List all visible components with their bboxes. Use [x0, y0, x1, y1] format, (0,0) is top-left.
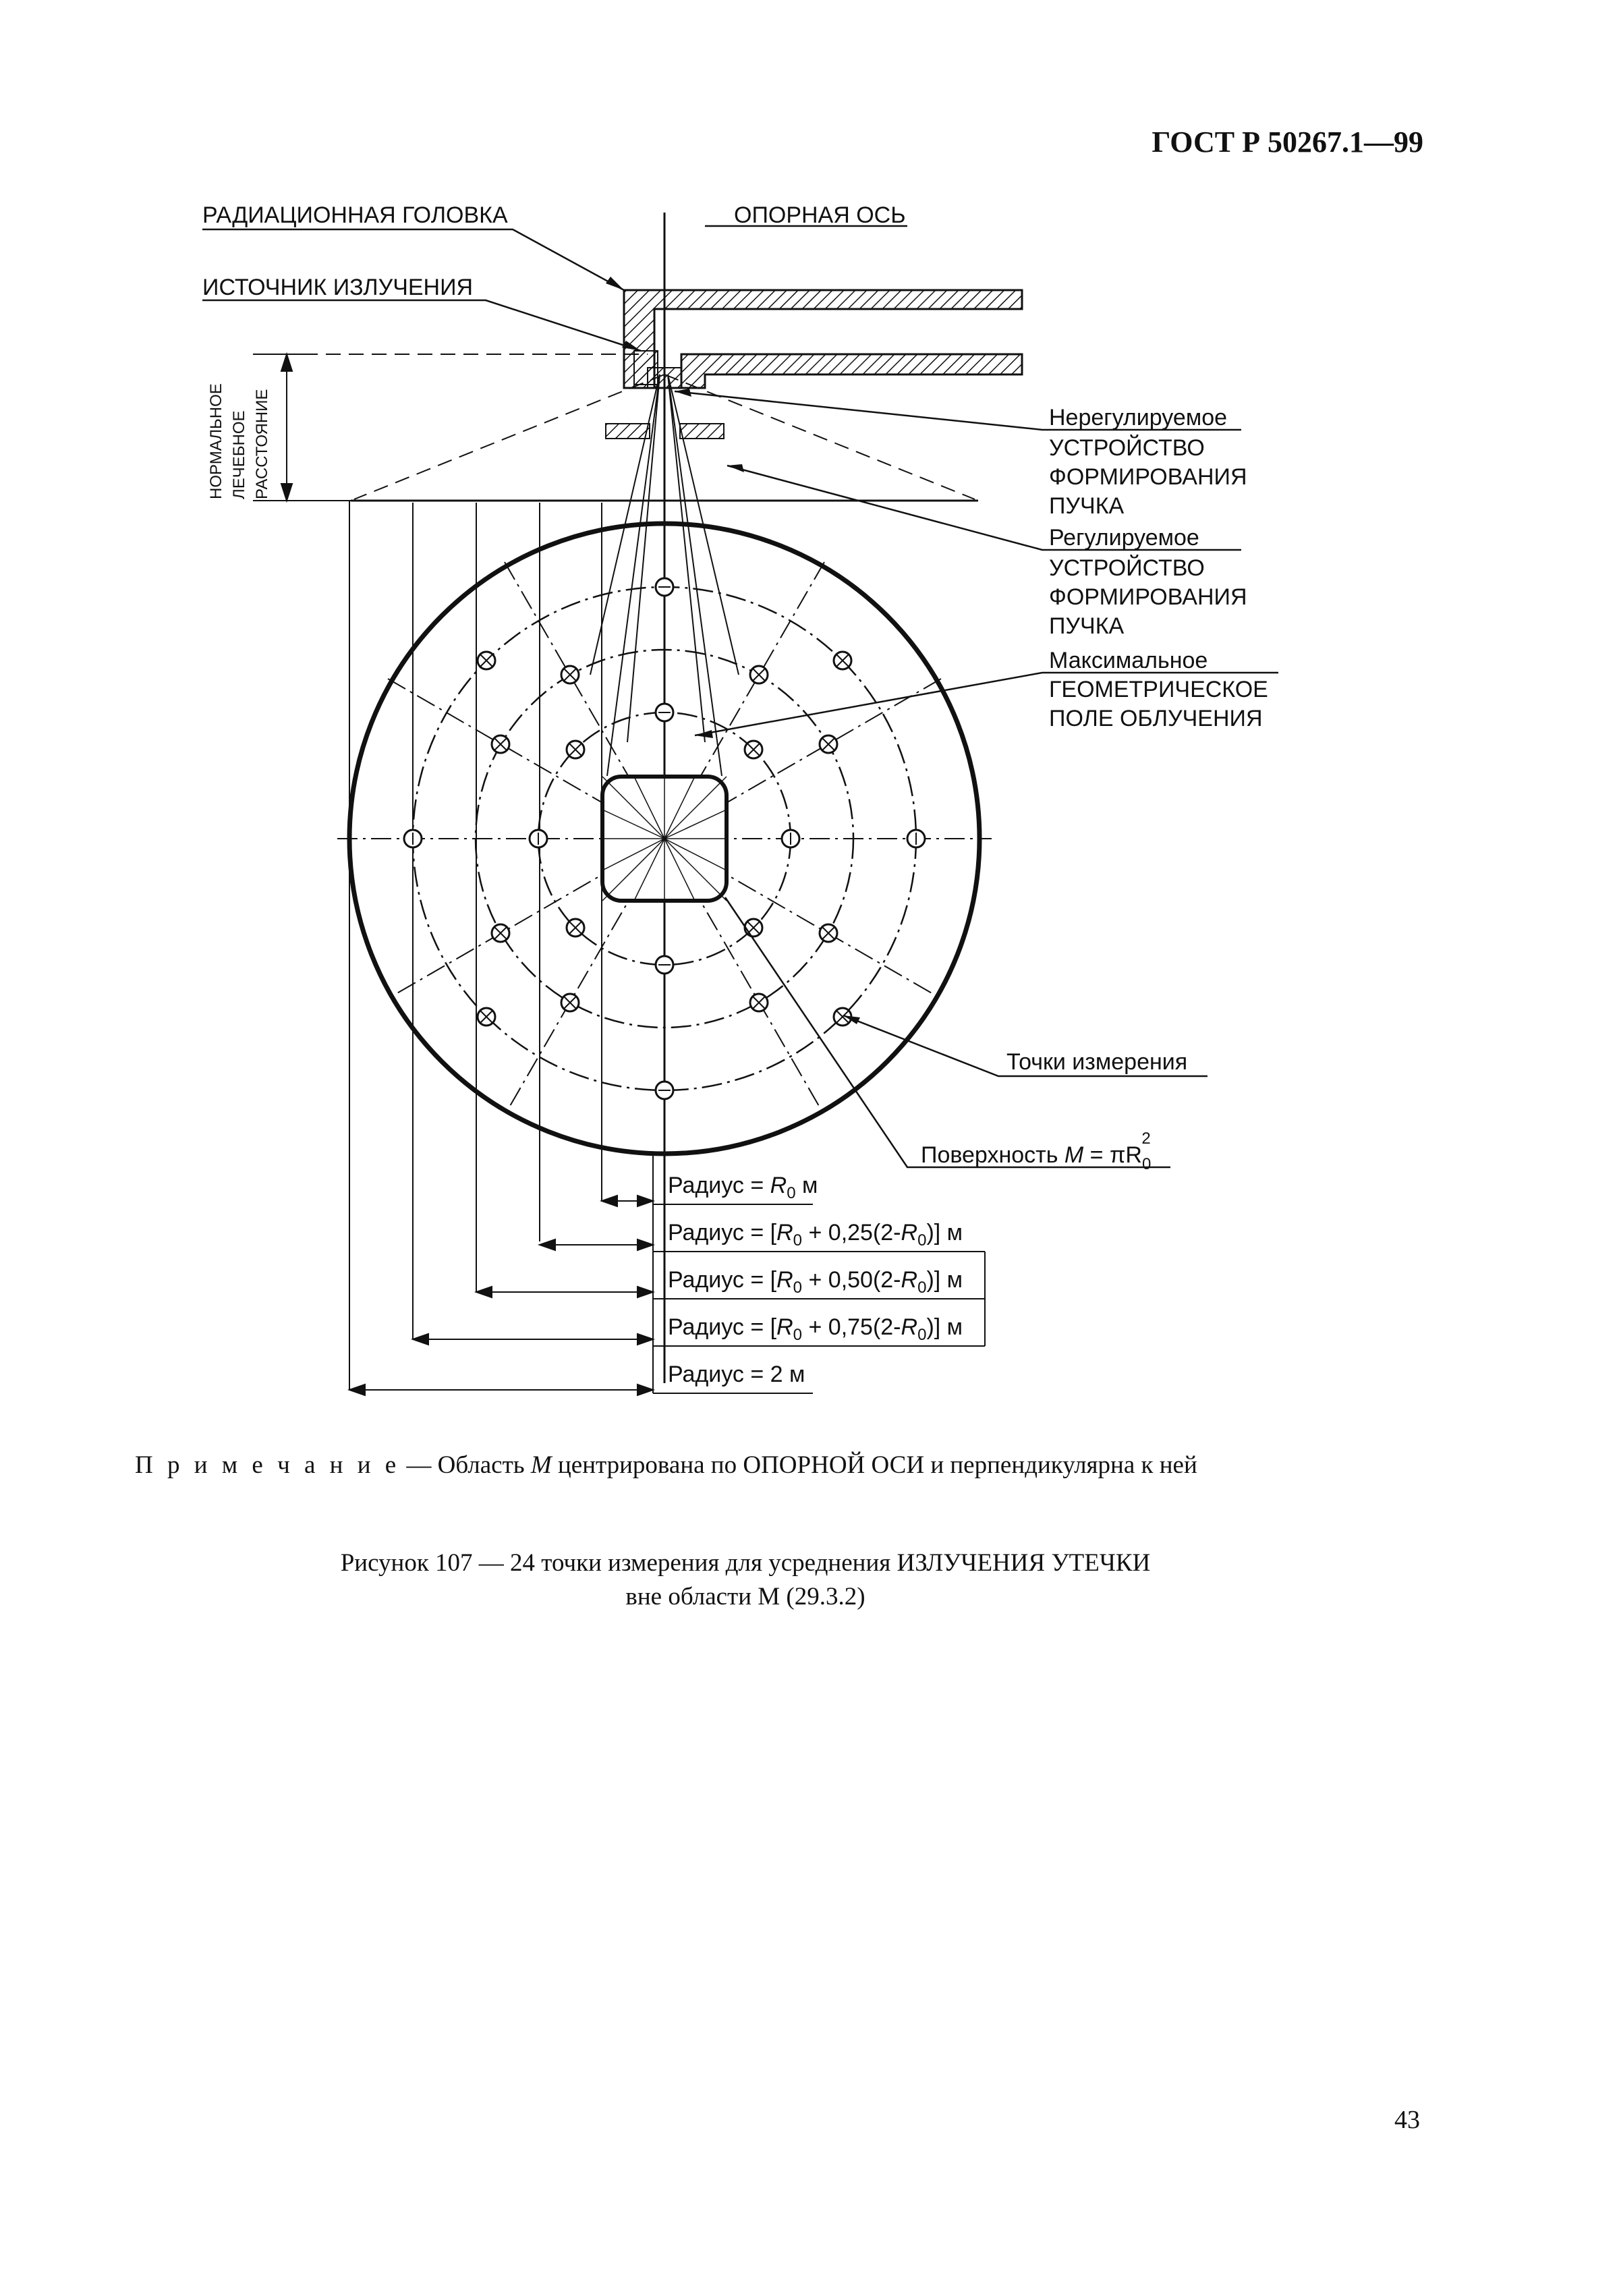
adjustable-device-label-4: ПУЧКА — [1049, 613, 1125, 639]
adjustable-device-label-1: Регулируемое — [1049, 525, 1199, 551]
normal-distance-label-3: РАССТОЯНИЕ — [253, 389, 271, 499]
max-field-label-3: ПОЛЕ ОБЛУЧЕНИЯ — [1049, 706, 1263, 731]
radius-label-1: Радиус = $R_0$ м — [668, 1173, 818, 1202]
fixed-device-label-4: ПУЧКА — [1049, 493, 1125, 519]
reference-axis-label: ОПОРНАЯ ОСЬ — [734, 202, 906, 228]
fixed-device-label-3: ФОРМИРОВАНИЯ — [1049, 464, 1247, 490]
radius-label-4: Радиус = $[R_0 + 0,75(2-R_0)]$ м — [668, 1314, 963, 1344]
figure-note — [135, 1451, 1197, 1480]
radius-label-3: Радиус = $[R_0 + 0,50(2-R_0)]$ м — [668, 1267, 963, 1297]
max-field-label-2: ГЕОМЕТРИЧЕСКОЕ — [1049, 677, 1268, 702]
radius-label-2: Радиус = $[R_0 + 0,25(2-R_0)]$ м — [668, 1220, 963, 1250]
normal-distance-label-1: НОРМАЛЬНОЕ — [207, 383, 225, 499]
radius-extension-lines — [349, 501, 602, 1390]
measurement-points-label: Точки измерения — [1006, 1049, 1188, 1075]
page-number: 43 — [1394, 2106, 1420, 2134]
fixed-device-label-1: Нерегулируемое — [1049, 405, 1228, 430]
figure-caption-line-2: вне области М (29.3.2) — [625, 1583, 865, 1611]
adjustable-device-label-2: УСТРОЙСТВО — [1049, 555, 1205, 581]
adjustable-device-label-3: ФОРМИРОВАНИЯ — [1049, 584, 1247, 610]
figure-caption-line-1: Рисунок 107 — 24 точки измерения для усреднения ИЗЛУЧЕНИЯ УТЕЧКИ — [340, 1549, 1151, 1577]
normal-distance-label-2: ЛЕЧЕБНОЕ — [230, 410, 248, 499]
radiation-head-label: РАДИАЦИОННАЯ ГОЛОВКА — [202, 202, 508, 228]
note-prefix: П р и м е ч а н и е — [135, 1451, 401, 1479]
note-text: центрирована по ОПОРНОЙ ОСИ и перпендикулярна к ней — [551, 1451, 1197, 1479]
standard-number: ГОСТ Р 50267.1—99 — [1152, 125, 1423, 159]
radiation-source-label: ИСТОЧНИК ИЗЛУЧЕНИЯ — [202, 275, 474, 300]
radius-label-5: Радиус = 2 м — [668, 1362, 805, 1387]
radiation-head — [624, 290, 1022, 388]
surface-label: Поверхность $M = \pi R_02$ — [921, 1129, 1152, 1173]
max-field-label-1: Максимальное — [1049, 648, 1208, 673]
note-dash: — Область — [400, 1451, 531, 1479]
fixed-device-label-2: УСТРОЙСТВО — [1049, 435, 1205, 461]
note-area-symbol: M — [530, 1451, 552, 1479]
field-rays — [602, 777, 727, 901]
